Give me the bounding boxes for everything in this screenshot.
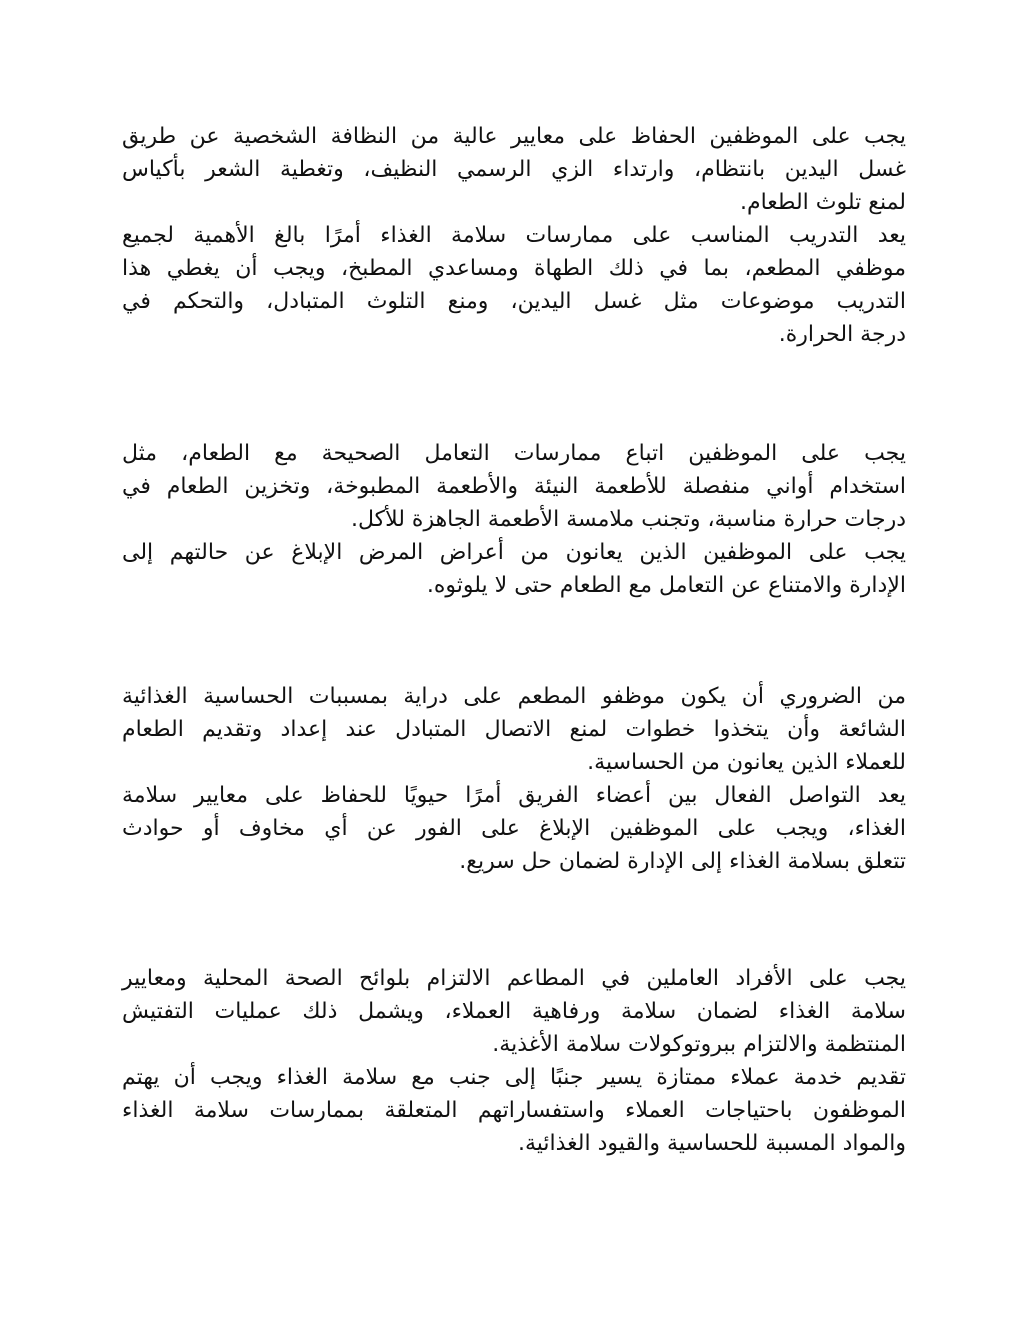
text-line: استخدام أواني منفصلة للأطعمة النيئة والأطعمة المطبوخة، وتخزين الطعام في <box>122 474 906 499</box>
text-line: تتعلق بسلامة الغذاء إلى الإدارة لضمان حل سريع. <box>459 849 906 874</box>
text-line: لمنع تلوث الطعام. <box>739 190 906 215</box>
paragraph-section-regulations-service <box>122 962 906 1160</box>
text-line: يجب على الأفراد العاملين في المطاعم الالتزام بلوائح الصحة المحلية ومعايير <box>122 966 906 991</box>
text-line: يعد التواصل الفعال بين أعضاء الفريق أمرًا حيويًا للحفاظ على معايير سلامة <box>122 783 906 808</box>
paragraph-section-hygiene-training <box>122 120 906 351</box>
paragraph-section-allergens-communication <box>122 680 906 878</box>
text-line: الإدارة والامتناع عن التعامل مع الطعام حتى لا يلوثوه. <box>426 573 906 598</box>
text-line: تقديم خدمة عملاء ممتازة يسير جنبًا إلى جنب مع سلامة الغذاء ويجب أن يهتم <box>122 1065 906 1090</box>
paragraph-section-food-handling <box>122 437 906 602</box>
text-line: الشائعة وأن يتخذوا خطوات لمنع الاتصال المتبادل عند إعداد وتقديم الطعام <box>122 717 906 742</box>
text-line: يعد التدريب المناسب على ممارسات سلامة الغذاء أمرًا بالغ الأهمية لجميع <box>122 223 906 248</box>
text-line: درجات حرارة مناسبة، وتجنب ملامسة الأطعمة الجاهزة للأكل. <box>350 507 906 532</box>
text-line: الغذاء، ويجب على الموظفين الإبلاغ على الفور عن أي مخاوف أو حوادث <box>122 816 906 841</box>
text-line: من الضروري أن يكون موظفو المطعم على دراية بمسببات الحساسية الغذائية <box>122 684 906 709</box>
text-line: الموظفون باحتياجات العملاء واستفساراتهم المتعلقة بممارسات سلامة الغذاء <box>122 1098 906 1123</box>
text-line: يجب على الموظفين الذين يعانون من أعراض المرض الإبلاغ عن حالتهم إلى <box>122 540 906 565</box>
text-line: التدريب موضوعات مثل غسل اليدين، ومنع التلوث المتبادل، والتحكم في <box>122 289 906 314</box>
text-line: والمواد المسببة للحساسية والقيود الغذائية. <box>517 1131 906 1156</box>
text-line: موظفي المطعم، بما في ذلك الطهاة ومساعدي المطبخ، ويجب أن يغطي هذا <box>122 256 906 281</box>
text-line: يجب على الموظفين اتباع ممارسات التعامل الصحيحة مع الطعام، مثل <box>122 441 906 466</box>
text-line: درجة الحرارة. <box>778 322 906 347</box>
text-line: غسل اليدين بانتظام، وارتداء الزي الرسمي النظيف، وتغطية الشعر بأكياس <box>122 157 906 182</box>
text-line: للعملاء الذين يعانون من الحساسية. <box>587 750 906 775</box>
text-line: المنتظمة والالتزام ببروتوكولات سلامة الأغذية. <box>492 1032 906 1057</box>
text-line: سلامة الغذاء لضمان سلامة ورفاهية العملاء، ويشمل ذلك عمليات التفتيش <box>122 999 906 1024</box>
text-line: يجب على الموظفين الحفاظ على معايير عالية من النظافة الشخصية عن طريق <box>122 124 906 149</box>
